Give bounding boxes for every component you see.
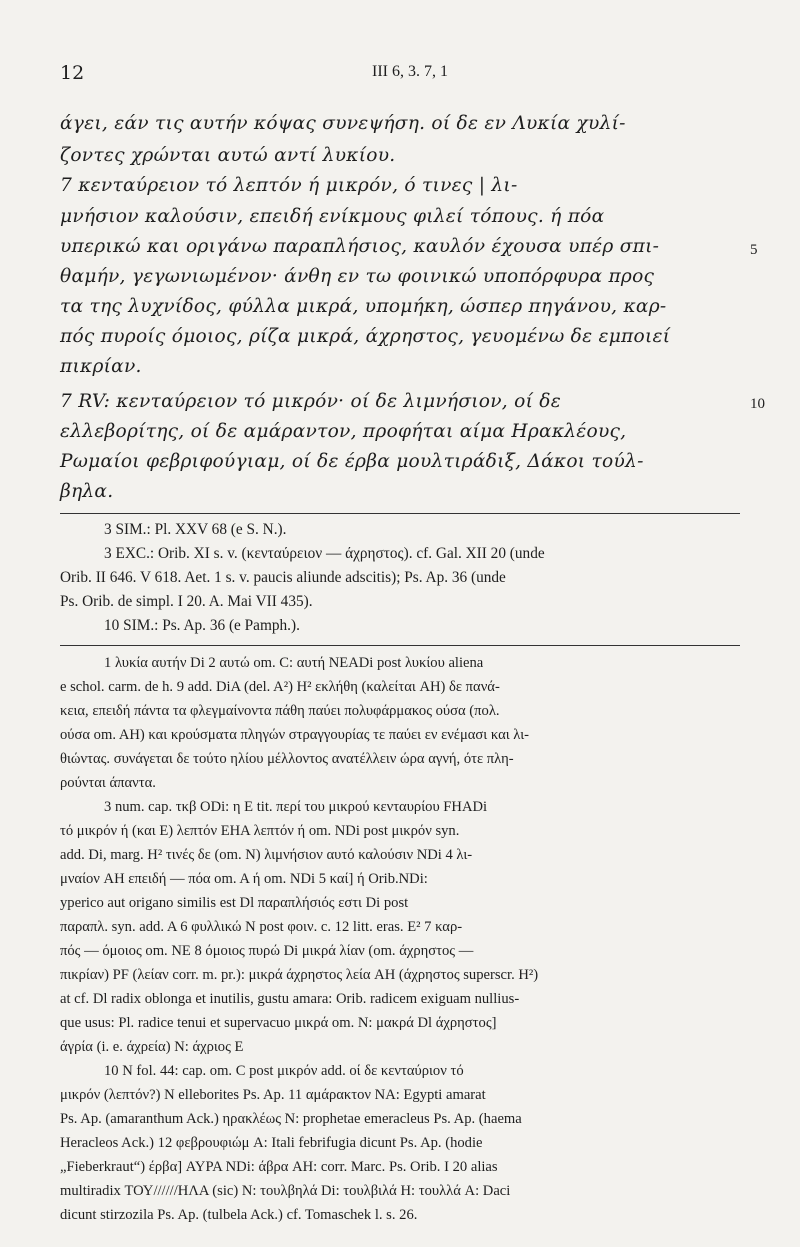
- page-header: [60, 62, 740, 88]
- similia-line: 10 SIM.: Ps. Ap. 36 (e Pamph.).: [104, 617, 300, 634]
- apparatus-line: θιώντας. συνάγεται δε τούτο ηλίου μέλλοντος ανατέλλειν ώρα αγνή, ότε πλη-: [60, 751, 514, 767]
- apparatus-line: κεια, επειδή πάντα τα φλεγμαίνοντα πάθη παύει πολυφάρμακος ούσα (πολ.: [60, 703, 500, 719]
- main-text-line: πικρίαν.: [60, 356, 142, 377]
- apparatus-line: Heracleos Ack.) 12 φεβρουφιώμ A: Itali febrifugia dicunt Ps. Ap. (hodie: [60, 1135, 483, 1151]
- main-text-line: τα της λυχνίδος, φύλλα μικρά, υπομήκη, ώσπερ πηγάνου, καρ-: [60, 296, 667, 317]
- rv-text-line: 7 RV: κενταύρειον τό μικρόν· οί δε λιμνήσιον, οί δε: [60, 391, 561, 412]
- apparatus-line: e schol. carm. de h. 9 add. DiA (del. A²) H² εκλήθη (καλείται AH) δε πανά-: [60, 679, 500, 695]
- section-rule: [60, 513, 740, 514]
- similia-line: Orib. II 646. V 618. Aet. 1 s. v. paucis aliunde adscitis); Ps. Ap. 36 (unde: [60, 569, 506, 586]
- line-number: 5: [750, 242, 758, 258]
- main-text-line: υπερικώ και οριγάνω παραπλήσιος, καυλόν έχουσα υπέρ σπι-: [60, 236, 660, 257]
- line-number: 10: [750, 396, 765, 412]
- section-rule: [60, 645, 740, 646]
- apparatus-line: μναίον AH επειδή — πόα om. A ή om. NDi 5 καί] ή Orib.NDi:: [60, 871, 428, 887]
- apparatus-line: άγρία (i. e. άχρεία) N: άχριος E: [60, 1039, 244, 1055]
- apparatus-line: ρούνται άπαντα.: [60, 775, 156, 791]
- main-text-line: ζοντες χρώνται αυτώ αντί λυκίου.: [60, 145, 396, 166]
- apparatus-line: que usus: Pl. radice tenui et supervacuo μικρά om. N: μακρά Dl άχρηστος]: [60, 1015, 497, 1031]
- apparatus-line: 1 λυκία αυτήν Di 2 αυτώ om. C: αυτή NEADi post λυκίου aliena: [104, 655, 484, 671]
- apparatus-line: 10 N fol. 44: cap. om. C post μικρόν add. οί δε κενταύριον τό: [104, 1063, 464, 1079]
- apparatus-line: παραπλ. syn. add. A 6 φυλλικώ N post φοιν. c. 12 litt. eras. E² 7 καρ-: [60, 919, 463, 935]
- apparatus-line: at cf. Dl radix oblonga et inutilis, gustu amara: Orib. radicem exiguam nullius-: [60, 991, 520, 1007]
- similia-line: 3 EXC.: Orib. XI s. v. (κενταύρειον — άχρηστος). cf. Gal. XII 20 (unde: [104, 545, 545, 562]
- apparatus-line: μικρόν (λεπτόν?) N elleborites Ps. Ap. 11 αμάρακτον NA: Egypti amarat: [60, 1087, 486, 1103]
- apparatus-line: πός — όμοιος om. NE 8 όμοιος πυρώ Di μικρά λίαν (om. άχρηστος —: [60, 943, 474, 959]
- apparatus-line: πικρίαν) PF (λείαν corr. m. pr.): μικρά άχρηστος λεία AH (άχρηστος superscr. H²): [60, 967, 539, 983]
- page-number: 12: [60, 62, 85, 84]
- apparatus-line: 3 num. cap. τκβ ODi: η E tit. περί του μικρού κενταυρίου FHADi: [104, 799, 488, 815]
- rv-text-line: Ρωμαίοι φεβριφούγιαμ, οί δε έρβα μουλτιράδιξ, Δάκοι τούλ-: [60, 451, 644, 472]
- main-text-line: μνήσιον καλούσιν, επειδή ενίκμους φιλεί τόπους. ή πόα: [60, 206, 605, 227]
- running-head: III 6, 3. 7, 1: [372, 63, 448, 80]
- apparatus-line: dicunt stirzozila Ps. Ap. (tulbela Ack.) cf. Tomaschek l. s. 26.: [60, 1207, 418, 1223]
- apparatus-line: „Fieberkraut“) έρβα] AYPA NDi: άβρα AH: corr. Marc. Ps. Orib. I 20 alias: [60, 1159, 498, 1175]
- apparatus-line: τό μικρόν ή (και E) λεπτόν EHA λεπτόν ή om. NDi post μικρόν syn.: [60, 823, 460, 839]
- main-text-line: άγει, εάν τις αυτήν κόψας συνεψήση. οί δε εν Λυκία χυλί-: [60, 113, 626, 134]
- apparatus-line: Ps. Ap. (amaranthum Ack.) ηρακλέως N: prophetae emeracleus Ps. Ap. (haema: [60, 1111, 522, 1127]
- apparatus-line: ούσα om. AH) και κρούσματα πληγών στραγγουρίας τε παύει εν ενέμασι και λι-: [60, 727, 529, 743]
- main-text-line: θαμήν, γεγωνιωμένον· άνθη εν τω φοινικώ υποπόρφυρα προς: [60, 266, 655, 287]
- rv-text-line: ελλεβορίτης, οί δε αμάραντον, προφήται αίμα Ηρακλέους,: [60, 421, 627, 442]
- similia-line: Ps. Orib. de simpl. I 20. A. Mai VII 435).: [60, 593, 313, 610]
- rv-text-line: βηλα.: [60, 481, 114, 502]
- similia-line: 3 SIM.: Pl. XXV 68 (e S. N.).: [104, 521, 287, 538]
- apparatus-line: multiradix ΤΟΥ//////ΗΛΑ (sic) N: τουλβηλά Di: τουλβιλά H: τουλλά A: Daci: [60, 1183, 511, 1199]
- apparatus-line: yperico aut origano similis est Dl παραπλήσιός εστι Di post: [60, 895, 409, 911]
- apparatus-line: add. Di, marg. H² τινές δε (om. N) λιμνήσιον αυτό καλούσιν NDi 4 λι-: [60, 847, 473, 863]
- main-text-line: πός πυροίς όμοιος, ρίζα μικρά, άχρηστος, γευομένω δε εμποιεί: [60, 326, 671, 347]
- main-text-line: 7 κενταύρειον τό λεπτόν ή μικρόν, ό τινες | λι-: [60, 175, 518, 196]
